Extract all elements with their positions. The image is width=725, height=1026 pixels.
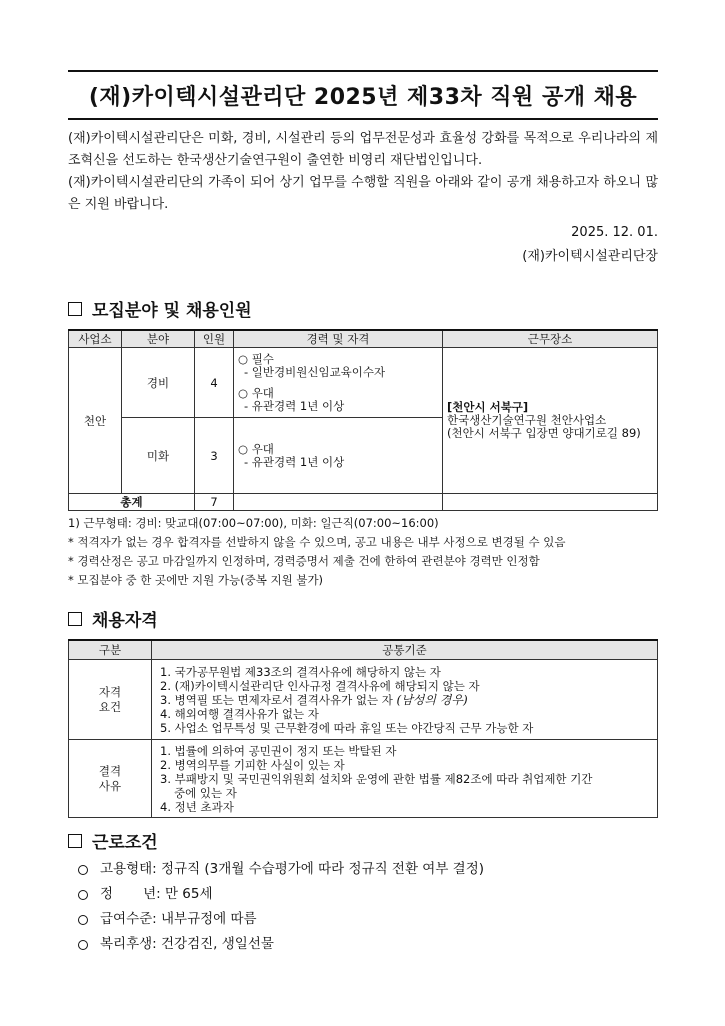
list-item: 2. 병역의무를 기피한 사실이 있는 자 [160,757,345,772]
table-row [69,740,658,818]
qualification-label-cell [69,660,152,740]
qualification-items [152,660,658,740]
section-conditions-label: 근로조건 [92,833,158,853]
note-item: * 경력산정은 공고 마감일까지 인정하며, 경력증명서 제출 건에 한하여 관련분야 경력만 인정함 [68,554,540,568]
qual-preferred-item: - 유관경력 1년 이상 [244,398,345,413]
location-line-2: (천안시 서북구 입장면 양대기로길 89) [447,426,641,440]
recruitment-notes [68,514,658,590]
location-line-1: 한국생산기술연구원 천안사업소 [447,413,607,427]
list-item: 2. (재)카이텍시설관리단 인사규정 결격사유에 해당되지 않는 자 [160,678,480,693]
total-row [69,494,658,511]
qual-preferred-title: ○ 우대 [238,385,274,400]
disqualification-label-cell [69,740,152,818]
section-recruitment-label: 모집분야 및 채용인원 [92,301,252,321]
qualification-label-1: 자격 [98,684,122,699]
qualification-cell [234,418,443,494]
note-item: * 적격자가 없는 경우 합격자를 선발하지 않을 수 있으며, 공고 내용은 내부 사정으로 변경될 수 있음 [68,535,566,549]
header-category: 구분 [69,640,152,660]
working-conditions [68,857,658,957]
condition-item [68,932,658,957]
square-bullet-icon [68,834,82,848]
list-item: 4. 정년 초과자 [160,799,234,814]
circle-bullet-icon [78,940,88,950]
circle-bullet-icon [78,865,88,875]
notice-title: (재)카이텍시설관리단 2025년 제33차 직원 공개 채용 [68,70,658,120]
notice-signer: (재)카이텍시설관리단장 [522,249,658,264]
condition-item [68,882,658,907]
table-row [69,660,658,740]
intro-paragraph-2: (재)카이텍시설관리단의 가족이 되어 상기 업무를 수행할 직원을 아래와 같이 공개 채용하고자 하오니 많은 지원 바랍니다. [68,175,658,212]
condition-text: 급여수준: 내부규정에 따름 [100,911,257,927]
list-item: 5. 사업소 업무특성 및 근무환경에 따라 휴일 또는 야간당직 근무 가능한 자 [160,720,534,735]
condition-text: 복리후생: 건강검진, 생일선물 [100,936,274,952]
qual-required-title: ○ 필수 [238,351,274,366]
location-head: [천안시 서북구] [447,400,529,414]
circle-bullet-icon [78,890,88,900]
qualification-cell [234,348,443,418]
condition-text: 정 년: 만 65세 [100,886,213,902]
total-empty-cell [234,494,443,511]
condition-item [68,857,658,882]
square-bullet-icon [68,302,82,316]
section-eligibility-title [68,606,658,631]
notice-date: 2025. 12. 01. [571,225,658,240]
table-row [69,348,658,418]
intro-paragraph-1: (재)카이텍시설관리단은 미화, 경비, 시설관리 등의 업무전문성과 효율성 강화를 목적으로 우리나라의 제조혁신을 선도하는 한국생산기술연구원이 출연한 비영리 재단법인입니다. [68,131,658,168]
circle-bullet-icon [78,915,88,925]
disqualification-items [152,740,658,818]
list-item: 중에 있는 자 [174,785,237,800]
total-label: 총계 [69,494,195,511]
note-item: 1) 근무형태: 경비: 맞교대(07:00~07:00), 미화: 일근직(07:00~16:00) [68,516,439,530]
count-cell: 3 [195,418,234,494]
section-conditions-title [68,828,658,853]
note-item: * 모집분야 중 한 곳에만 지원 가능(중복 지원 불가) [68,573,324,587]
site-cell: 천안 [69,348,122,494]
header-site: 사업소 [69,330,122,348]
field-cell: 경비 [122,348,195,418]
condition-item [68,907,658,932]
total-count: 7 [195,494,234,511]
qual-preferred-item: - 유관경력 1년 이상 [244,454,345,469]
recruitment-table [68,329,658,511]
list-item [160,693,653,707]
eligibility-table [68,639,658,818]
header-qualification: 경력 및 자격 [234,330,443,348]
recruitment-notice [68,70,658,957]
disqualification-label-2: 사유 [98,778,122,793]
list-item: 4. 해외여행 결격사유가 없는 자 [160,706,319,721]
header-count: 인원 [195,330,234,348]
qual-preferred-title: ○ 우대 [238,441,274,456]
list-item: 1. 법률에 의하여 공민권이 정지 또는 박탈된 자 [160,743,397,758]
intro-text [68,128,658,216]
total-empty-cell [443,494,658,511]
square-bullet-icon [68,612,82,626]
section-recruitment-title [68,296,658,321]
section-eligibility-label: 채용자격 [92,611,158,631]
qual-required-item: - 일반경비원신임교육이수자 [244,364,386,379]
count-cell: 4 [195,348,234,418]
list-item: 3. 부패방지 및 국민권익위원회 설치와 운영에 관한 법률 제82조에 따라 취업제한 기간 [160,771,593,786]
field-cell: 미화 [122,418,195,494]
header-location: 근무장소 [443,330,658,348]
handwritten-note: (남성의 경우) [396,692,468,707]
list-item-text: 3. 병역필 또는 면제자로서 결격사유가 없는 자 [160,692,393,707]
header-common-criteria: 공통기준 [152,640,658,660]
disqualification-label-1: 결격 [98,763,122,778]
qualification-label-2: 요건 [98,699,122,714]
condition-text: 고용형태: 정규직 (3개월 수습평가에 따라 정규직 전환 여부 결정) [100,861,485,877]
location-cell [443,348,658,494]
list-item: 1. 국가공무원법 제33조의 결격사유에 해당하지 않는 자 [160,664,441,679]
header-field: 분야 [122,330,195,348]
